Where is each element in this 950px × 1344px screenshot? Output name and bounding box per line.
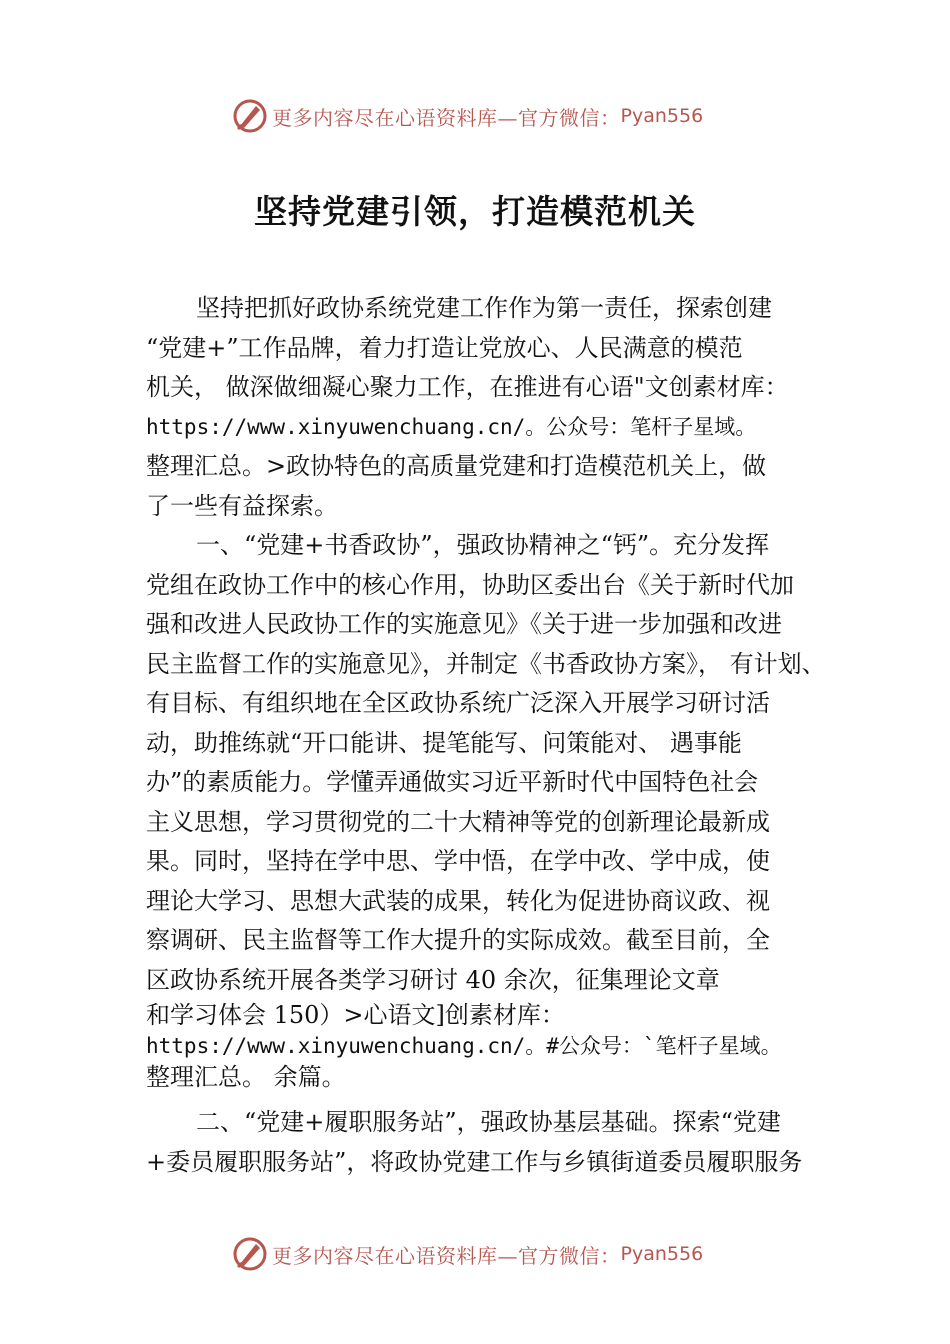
body-line: 党组在政协工作中的核心作用，协助区委出台《关于新时代加 <box>146 570 794 599</box>
body-line: 区政协系统开展各类学习研讨 40 余次，征集理论文章 <box>146 965 720 994</box>
body-line: “党建+”工作品牌，着力打造让党放心、人民满意的模范 <box>146 333 743 362</box>
body-line: 机关， 做深做细凝心聚力工作，在推进有心语"文创素材库： <box>146 373 789 401</box>
body-line: 了一些有益探索。 <box>146 491 338 520</box>
body-line: 整理汇总。 余篇。 <box>146 1063 346 1091</box>
body-line: 果。同时，坚持在学中思、学中悟，在学中改、学中成，使 <box>146 847 770 875</box>
body-line: 有目标、有组织地在全区政协系统广泛深入开展学习研讨活 <box>146 689 770 717</box>
banner-wechat-id: Pyan556 <box>620 1243 704 1265</box>
body-line: 整理汇总。>政协特色的高质量党建和打造模范机关上，做 <box>146 452 767 480</box>
banner-text: 更多内容尽在心语资料库— <box>272 105 518 130</box>
body-line: 坚持把抓好政协系统党建工作作为第一责任，探索创建 <box>196 294 772 322</box>
document-title: 坚持党建引领，打造模范机关 <box>254 192 696 231</box>
header-watermark-banner <box>0 90 950 140</box>
paragraph-gap <box>146 1093 836 1103</box>
body-line: 二、“党建+履职服务站”，强政协基层基础。探索“党建 <box>196 1108 781 1136</box>
document-body <box>146 289 836 1182</box>
pen-logo-icon <box>232 1236 268 1272</box>
body-line: 一、“党建+书香政协”，强政协精神之“钙”。充分发挥 <box>196 531 770 559</box>
body-line: https://www.xinyuwenchuang.cn/。#公众号：`笔杆子星域。 <box>146 1034 782 1058</box>
footer-watermark-banner <box>0 1228 950 1278</box>
body-line: 理论大学习、思想大武装的成果，转化为促进协商议政、视 <box>146 886 770 915</box>
banner-wechat-id: Pyan556 <box>620 105 704 127</box>
body-line: https://www.xinyuwenchuang.cn/。公众号：笔杆子星域。 <box>146 414 757 439</box>
body-line: 民主监督工作的实施意见》，并制定《书香政协方案》， 有计划、 <box>146 649 826 678</box>
body-line: 强和改进人民政协工作的实施意见》《关于进一步加强和改进 <box>146 610 782 638</box>
banner-wechat-label: 官方微信： <box>518 105 621 130</box>
pen-logo-icon <box>232 98 268 134</box>
body-line: +委员履职服务站”，将政协党建工作与乡镇街道委员履职服务 <box>146 1147 803 1176</box>
body-line: 办”的素质能力。学懂弄通做实习近平新时代中国特色社会 <box>146 768 759 796</box>
body-line: 动，助推练就“开口能讲、提笔能写、问策能对、 遇事能 <box>146 728 742 757</box>
banner-text: 更多内容尽在心语资料库— <box>272 1243 518 1268</box>
banner-wechat-label: 官方微信： <box>518 1243 621 1268</box>
body-line: 和学习体会 150）>心语文]创素材库： <box>146 1001 565 1029</box>
body-line: 察调研、民主监督等工作大提升的实际成效。截至目前，全 <box>146 926 770 954</box>
body-line: 主义思想，学习贯彻党的二十大精神等党的创新理论最新成 <box>146 807 770 836</box>
